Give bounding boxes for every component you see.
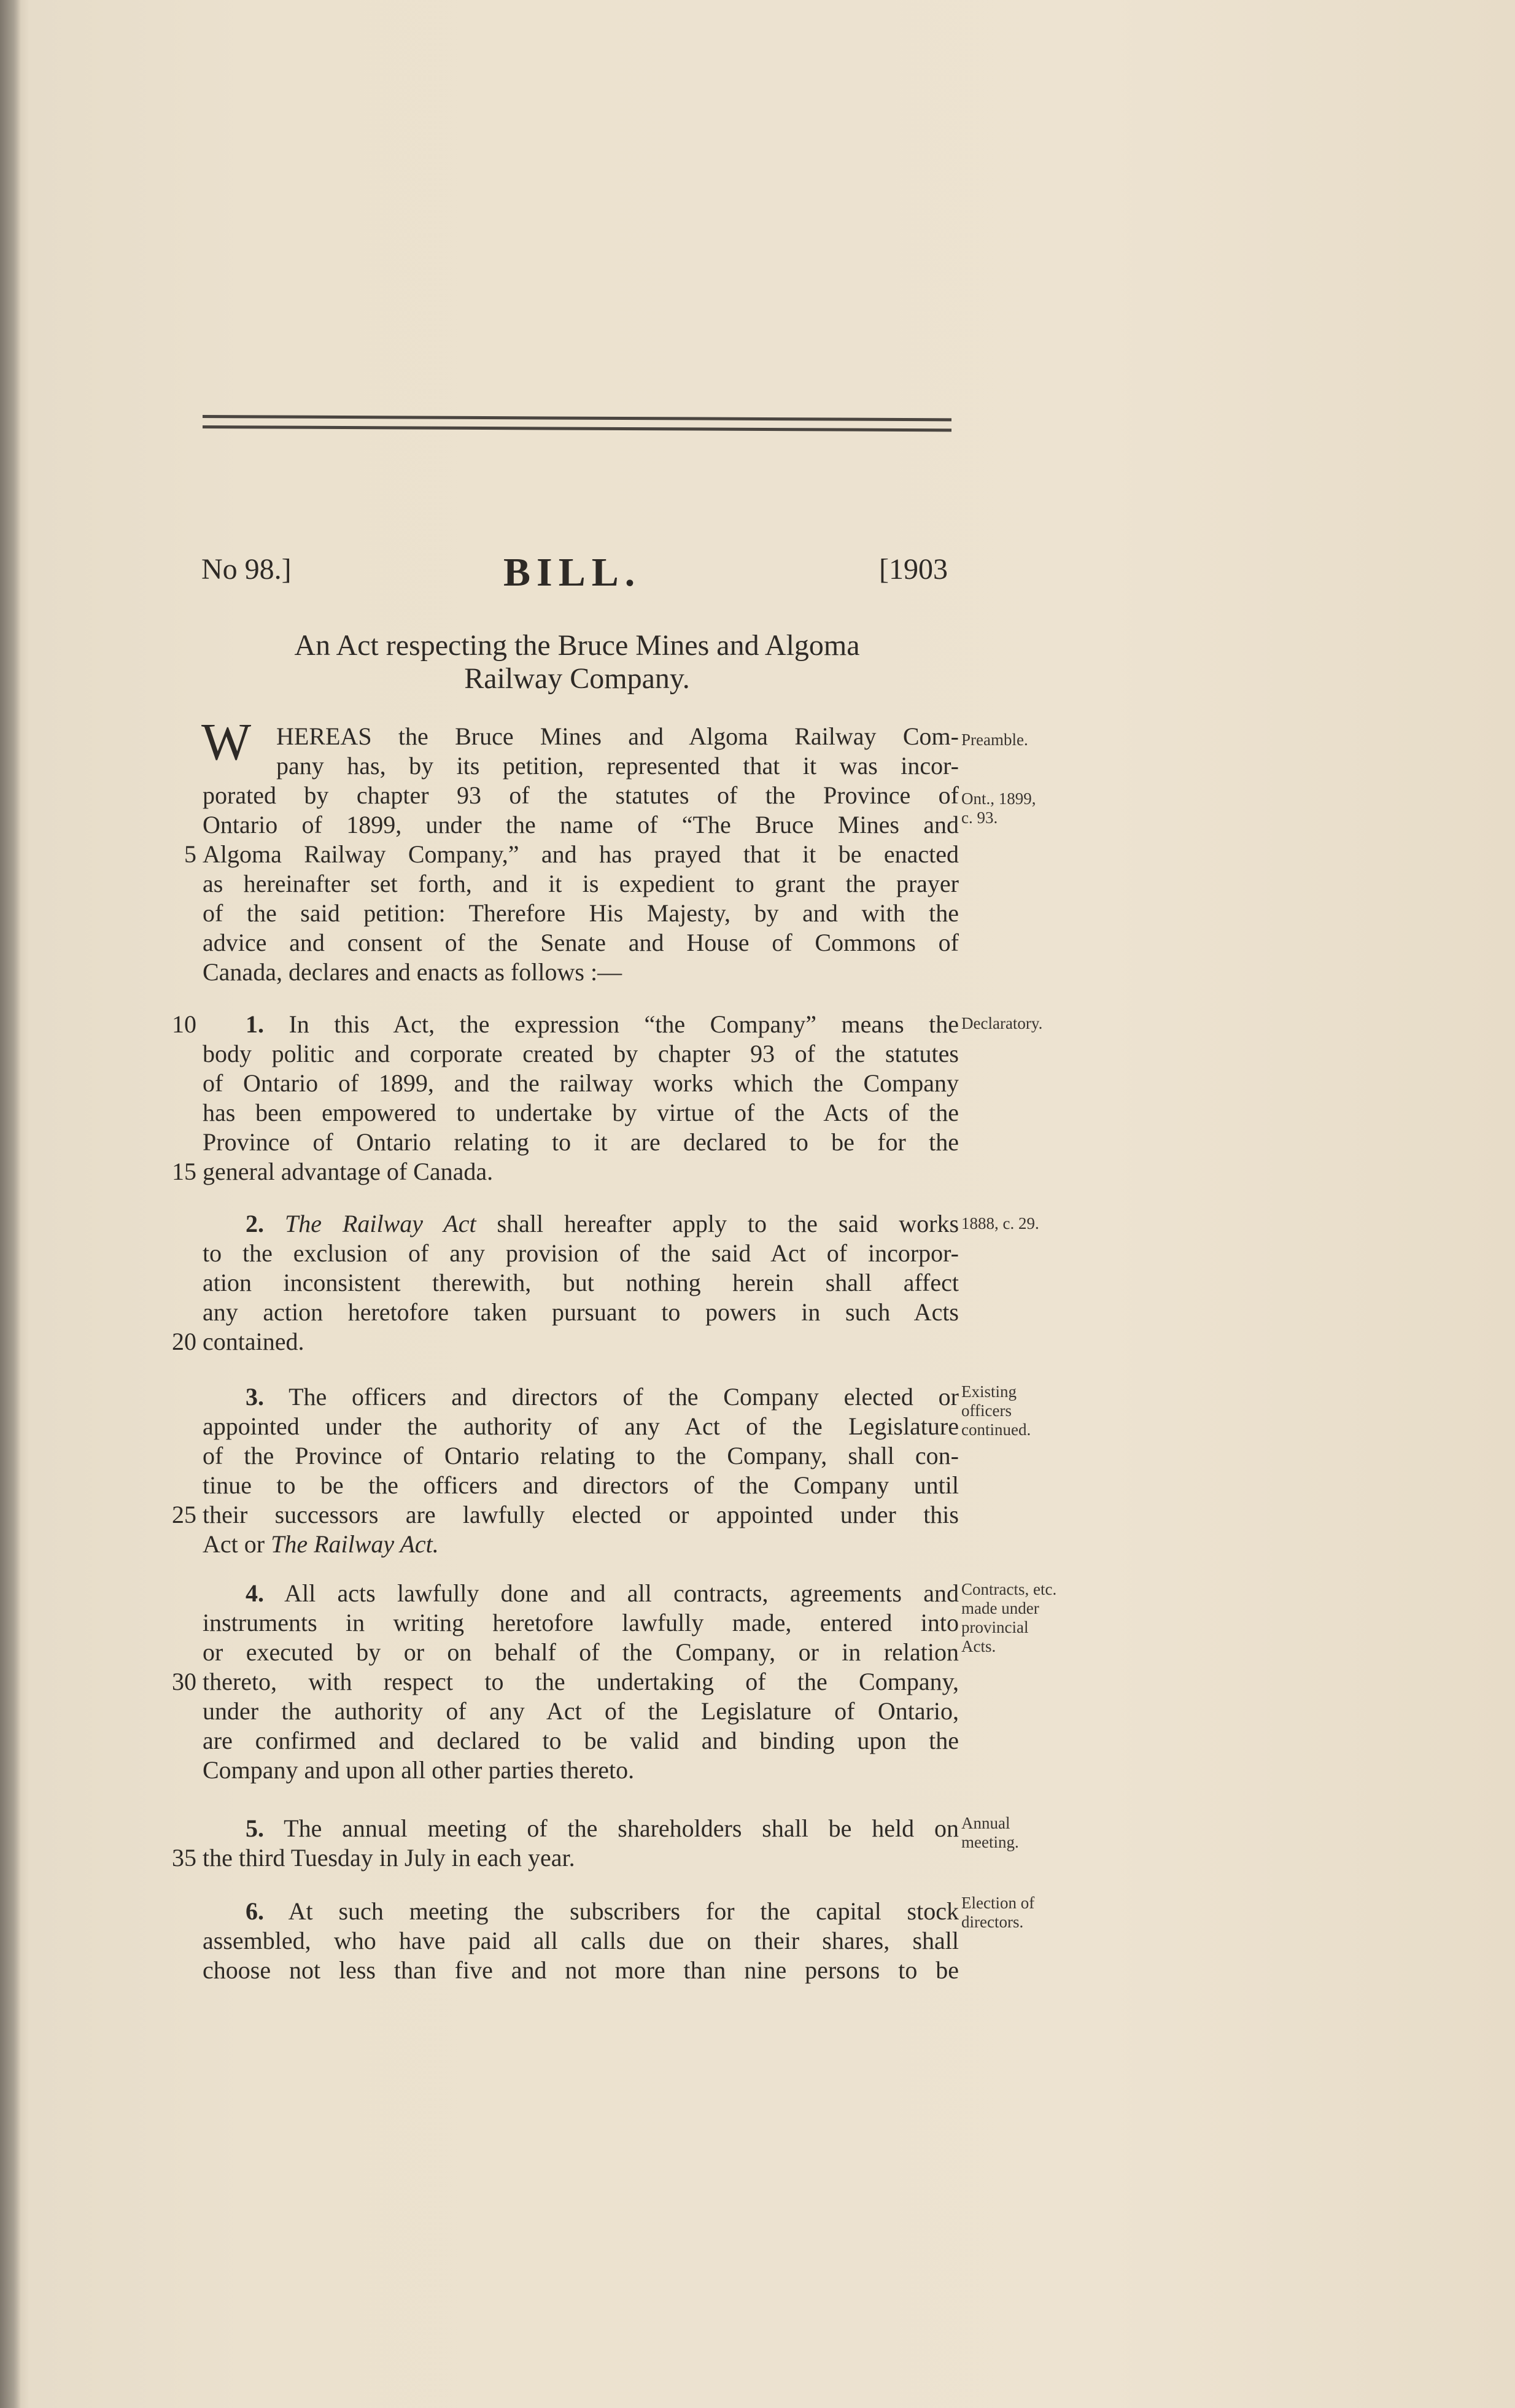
- section-text: Act or: [203, 1530, 271, 1558]
- preamble-line: HEREAS the Bruce Mines and Algoma Railway Com-: [276, 722, 959, 750]
- section-number: 4.: [246, 1579, 264, 1607]
- section-2-line: ation inconsistent therewith, but nothing herein shall affect: [203, 1269, 959, 1296]
- note-line: Ont., 1899,: [961, 789, 1036, 808]
- margin-note-existing-officers: [961, 1382, 1090, 1439]
- section-3-line: [203, 1530, 959, 1559]
- act-title: [184, 629, 970, 695]
- bill-heading: BILL.: [503, 550, 641, 595]
- section-3-line: their successors are lawfully elected or appointed under this: [203, 1501, 959, 1528]
- section-number: 6.: [246, 1897, 264, 1925]
- line-number: 10: [172, 1010, 196, 1038]
- header-rule-top: [203, 415, 951, 421]
- line-number: 20: [172, 1328, 196, 1355]
- margin-note-annual-meeting: [961, 1814, 1090, 1852]
- line-number: 35: [172, 1844, 196, 1872]
- section-1-line: body politic and corporate created by chapter 93 of the statutes: [203, 1040, 959, 1067]
- note-line: Election of: [961, 1894, 1035, 1912]
- line-number: 15: [172, 1158, 196, 1185]
- preamble-line: Canada, declares and enacts as follows :—: [203, 958, 622, 986]
- binding-spine: [0, 0, 21, 2408]
- section-4-line: Company and upon all other parties thereto.: [203, 1756, 635, 1784]
- preamble-line: of the said petition: Therefore His Majesty, by and with the: [203, 899, 959, 927]
- header-rule-bottom: [203, 425, 951, 432]
- act-name: The Railway Act: [284, 1210, 476, 1237]
- preamble-line: Algoma Railway Company,” and has prayed that it be enacted: [203, 840, 959, 868]
- bill-number: No 98.]: [201, 553, 292, 586]
- margin-note-citation: [961, 789, 1090, 827]
- section-text: The officers and directors of the Company elected or: [264, 1383, 959, 1411]
- act-title-line: Railway Company.: [464, 662, 690, 695]
- line-number: 25: [172, 1501, 196, 1528]
- section-number: 1.: [246, 1010, 264, 1038]
- section-5-line: [246, 1814, 959, 1843]
- bill-year: [1903: [879, 553, 948, 586]
- section-1-line: of Ontario of 1899, and the railway works which the Company: [203, 1069, 959, 1097]
- section-4-line: thereto, with respect to the undertaking of the Company,: [203, 1668, 959, 1695]
- section-1-line: has been empowered to undertake by virtue of the Acts of the: [203, 1099, 959, 1126]
- section-number: 5.: [246, 1814, 264, 1842]
- note-line: Existing: [961, 1382, 1017, 1401]
- section-4-line: under the authority of any Act of the Legislature of Ontario,: [203, 1697, 959, 1725]
- section-3-line: [246, 1382, 959, 1412]
- section-4-line: are confirmed and declared to be valid and binding upon the: [203, 1727, 959, 1754]
- section-4-line: or executed by or on behalf of the Company, or in relation: [203, 1638, 959, 1666]
- margin-note-contracts: [961, 1580, 1090, 1656]
- margin-note-declaratory: Declaratory.: [961, 1014, 1043, 1032]
- section-1-line: [246, 1010, 959, 1039]
- section-2-line: contained.: [203, 1328, 304, 1355]
- section-text: shall hereafter apply to the said works: [476, 1210, 959, 1237]
- line-number: 30: [172, 1668, 196, 1695]
- section-text: At such meeting the subscribers for the capital stock: [264, 1897, 959, 1925]
- note-line: Annual: [961, 1814, 1010, 1832]
- section-2-line: any action heretofore taken pursuant to powers in such Acts: [203, 1298, 959, 1326]
- preamble-line: Ontario of 1899, under the name of “The Bruce Mines and: [203, 811, 959, 838]
- section-text: In this Act, the expression “the Company” means the: [264, 1010, 959, 1038]
- note-line: Contracts, etc.: [961, 1580, 1057, 1598]
- section-5-line: the third Tuesday in July in each year.: [203, 1844, 575, 1872]
- note-line: provincial: [961, 1618, 1029, 1636]
- section-3-line: of the Province of Ontario relating to the Company, shall con-: [203, 1442, 959, 1469]
- preamble-line: advice and consent of the Senate and House of Commons of: [203, 929, 959, 956]
- section-2-line: to the exclusion of any provision of the said Act of incorpor-: [203, 1239, 959, 1267]
- preamble-line: pany has, by its petition, represented that it was incor-: [276, 752, 959, 780]
- section-1-line: Province of Ontario relating to it are declared to be for the: [203, 1128, 959, 1156]
- section-3-line: appointed under the authority of any Act of the Legislature: [203, 1412, 959, 1440]
- section-text: The annual meeting of the shareholders shall be held on: [264, 1814, 959, 1842]
- section-2-line: [246, 1209, 959, 1239]
- preamble-dropcap: W: [201, 712, 252, 771]
- preamble-line: as hereinafter set forth, and it is expedient to grant the prayer: [203, 870, 959, 897]
- section-3-line: tinue to be the officers and directors of the Company until: [203, 1471, 959, 1499]
- section-4-line: instruments in writing heretofore lawfully made, entered into: [203, 1609, 959, 1636]
- note-line: officers: [961, 1401, 1012, 1420]
- section-text: All acts lawfully done and all contracts, agreements and: [264, 1579, 959, 1607]
- note-line: c. 93.: [961, 808, 998, 827]
- act-name: The Railway Act.: [271, 1530, 439, 1558]
- note-line: made under: [961, 1599, 1039, 1617]
- section-1-line: general advantage of Canada.: [203, 1158, 494, 1185]
- section-number: 2.: [246, 1210, 264, 1237]
- act-title-line: An Act respecting the Bruce Mines and Algoma: [294, 629, 860, 662]
- section-6-line: assembled, who have paid all calls due on their shares, shall: [203, 1927, 959, 1954]
- section-6-line: choose not less than five and not more than nine persons to be: [203, 1956, 959, 1984]
- note-line: meeting.: [961, 1833, 1019, 1851]
- margin-note-election: [961, 1894, 1090, 1932]
- section-number: 3.: [246, 1383, 264, 1411]
- margin-note-preamble: Preamble.: [961, 730, 1028, 749]
- section-4-line: [246, 1579, 959, 1608]
- preamble-line: porated by chapter 93 of the statutes of the Province of: [203, 781, 959, 809]
- note-line: Acts.: [961, 1637, 996, 1655]
- note-line: continued.: [961, 1420, 1031, 1439]
- section-6-line: [246, 1897, 959, 1926]
- line-number: 5: [184, 840, 196, 868]
- margin-note-railway-act: 1888, c. 29.: [961, 1214, 1039, 1233]
- note-line: directors.: [961, 1913, 1024, 1931]
